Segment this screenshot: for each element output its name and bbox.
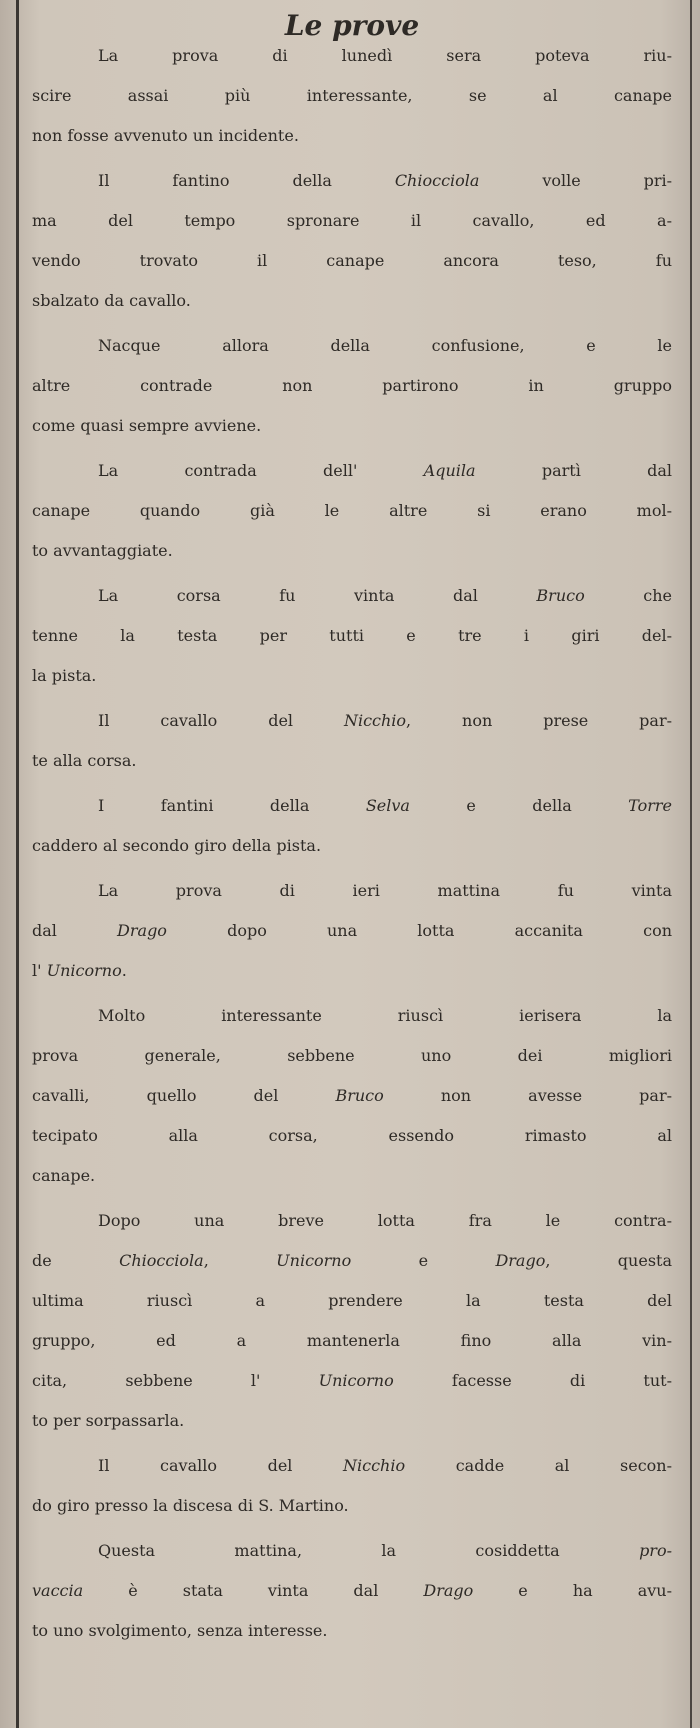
text-line: Nacque allora della confusione, e le — [98, 336, 672, 355]
article-paragraph — [32, 586, 672, 706]
text-line: La prova di lunedì sera poteva riu- — [98, 46, 672, 65]
article-paragraph — [32, 711, 672, 791]
text-line: I fantini della Selva e della Torre — [98, 796, 672, 815]
article-paragraph — [32, 461, 672, 581]
text-line: La corsa fu vinta dal Bruco che — [98, 586, 672, 605]
article-paragraph — [32, 46, 672, 166]
text-line: vendo trovato il canape ancora teso, fu — [32, 251, 672, 270]
article-title: Le prove — [284, 9, 420, 42]
text-line: la pista. — [32, 666, 97, 685]
text-line: to uno svolgimento, senza interesse. — [32, 1621, 328, 1640]
text-line: cita, sebbene l' Unicorno facesse di tut- — [32, 1371, 673, 1390]
text-line: Il cavallo del Nicchio cadde al secon- — [98, 1456, 672, 1475]
text-line: Dopo una breve lotta fra le contra- — [98, 1211, 672, 1230]
text-line: l' Unicorno. — [32, 961, 127, 980]
text-line: prova generale, sebbene uno dei migliori — [32, 1046, 672, 1065]
article-paragraph — [32, 796, 672, 876]
article-column — [32, 6, 672, 1661]
text-line: La prova di ieri mattina fu vinta — [98, 881, 672, 900]
text-line: altre contrade non partirono in gruppo — [32, 376, 672, 395]
text-line: to per sorpassarla. — [32, 1411, 185, 1430]
article-paragraph — [32, 171, 672, 331]
text-line: canape quando già le altre si erano mol- — [32, 501, 672, 520]
text-line: La contrada dell' Aquila partì dal — [98, 461, 672, 480]
article-paragraph — [32, 1006, 672, 1206]
text-line: cavalli, quello del Bruco non avesse par- — [32, 1086, 673, 1105]
text-line: dal Drago dopo una lotta accanita con — [32, 921, 673, 940]
article-paragraph — [32, 1456, 672, 1536]
text-line: Molto interessante riuscì ierisera la — [98, 1006, 672, 1025]
text-line: ma del tempo spronare il cavallo, ed a- — [32, 211, 672, 230]
text-line: Questa mattina, la cosiddetta pro- — [98, 1541, 672, 1560]
article-paragraph — [32, 336, 672, 456]
text-line: tecipato alla corsa, essendo rimasto al — [32, 1126, 672, 1145]
column-rule-right — [690, 0, 692, 1728]
column-rule-left — [16, 0, 19, 1728]
text-line: non fosse avvenuto un incidente. — [32, 126, 299, 145]
text-line: tenne la testa per tutti e tre i giri del- — [32, 626, 672, 645]
article-body — [32, 46, 672, 1661]
text-line: sbalzato da cavallo. — [32, 291, 191, 310]
text-line: de Chiocciola, Unicorno e Drago, questa — [32, 1251, 672, 1270]
article-paragraph — [32, 1211, 672, 1451]
text-line: come quasi sempre avviene. — [32, 416, 262, 435]
text-line: gruppo, ed a mantenerla fino alla vin- — [32, 1331, 672, 1350]
text-line: scire assai più interessante, se al canape — [32, 86, 672, 105]
text-line: canape. — [32, 1166, 96, 1185]
article-paragraph — [32, 881, 672, 1001]
text-line: ultima riuscì a prendere la testa del — [32, 1291, 672, 1310]
text-line: Il fantino della Chiocciola volle pri- — [98, 171, 672, 190]
text-line: Il cavallo del Nicchio, non prese par- — [98, 711, 672, 730]
text-line: do giro presso la discesa di S. Martino. — [32, 1496, 349, 1515]
article-paragraph — [32, 1541, 672, 1661]
text-line: to avvantaggiate. — [32, 541, 173, 560]
text-line: te alla corsa. — [32, 751, 137, 770]
text-line: caddero al secondo giro della pista. — [32, 836, 322, 855]
text-line: vaccia è stata vinta dal Drago e ha avu- — [32, 1581, 673, 1600]
